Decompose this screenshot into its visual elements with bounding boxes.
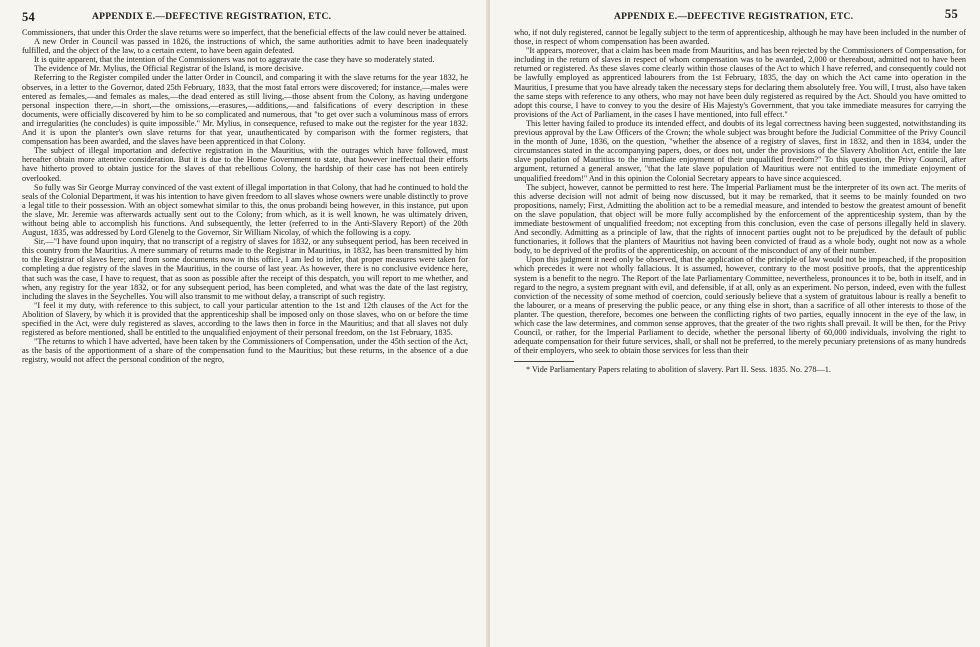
- paragraph: The subject of illegal importation and defective registration in the Mauritius, with the outrages which have followed, must hereafter obtain more attentive consideration. But it is due to the Home Government to state, that however ineffectual their efforts have hitherto proved to obtain justice for the slaves of that rebellious Colony, the hardship of their case has not been entirely overlooked.: [22, 146, 468, 183]
- footnote: * Vide Parliamentary Papers relating to abolition of slavery. Part II. Sess. 1835. No. 278—1.: [526, 365, 831, 375]
- paragraph: The evidence of Mr. Mylius, the Official Registrar of the Island, is more decisive.: [34, 64, 304, 74]
- page-body: [22, 28, 468, 364]
- paragraph: So fully was Sir George Murray convinced of the vast extent of illegal importation in that Colony, that had he continued to hold the seals of the Colonial Department, it was his intention to have given freedom to all slaves whose owners were unable distinctly to prove a legal title to their possession. With an object somewhat similar to this, the onus probandi being however, in this instance, put upon the slave, Mr. Jeremie was afterwards actually sent out to the Colony; from which, as it is well known, he was ultimately driven, without being able to accomplish his functions. And subsequently, the letter (referred to in the Anti-Slavery Report) of the 20th August, 1835, was addressed by Lord Glenelg to the Governor, Sir William Nicolay, of which the following is a copy.: [22, 182, 468, 238]
- paragraph: who, if not duly registered, cannot be legally subject to the term of apprenticeship, although he may have been included in the number of those, in respect of whom compensation has been awarded.: [514, 28, 966, 47]
- footnote-divider: [514, 361, 574, 362]
- paragraph: Referring to the Register compiled under the latter Order in Council, and comparing it with the slave returns for the year 1832, he observes, in a letter to the Governor, dated 25th February, 1833, that the most fatal errors were discovered; for instance,—males were entered as females,—and females as males,—the dead entered as still living,—those absent from the Colony, as having undergone personal inspection there,—in short,—the omissions,—erasures,—additions,—and falsifications of every description in these documents, were officially discovered by him to be so complicated and numerous, that "to get over such a voluminous mass of errors and irregularities (he concludes) is quite impossible." Mr. Mylius, in consequence, refused to make out the register for the year 1832. And it is upon the planter's own slave returns for that year, unauthenticated by comparison with the former registers, that compensation has been awarded, and the slaves have been apprenticed in that Colony.: [22, 73, 468, 147]
- page-number: 54: [22, 10, 36, 24]
- running-head: [22, 8, 468, 28]
- page-body: [514, 28, 966, 374]
- running-head: [514, 8, 966, 28]
- paragraph: The subject, however, cannot be permitted to rest here. The Imperial Parliament must be the interpreter of its own act. The merits of this adverse decision will not admit of being now discussed, but it may be remarked, that it seems to be mainly founded on two propositions, namely; First, Admitting the abolition act to be a remedial measure, and intended to bestow the greatest amount of benefit on the slave population, that object will be more fully accomplished by the enforcement of the apprenticeship system, than by the immediate bestowment of unqualified freedom; not excepting from this conclusion, even the case of persons illegally held in slavery. And secondly. Admitting as a principle of law, that the rights of innocent parties ought not to be prejudiced by the default of public functionaries, it follows that the planters of Mauritius not having been convicted of fraud as a whole body, ought not now as a whole body, to be deprived of the profits of the apprenticeship, on account of the misconduct of any of their number.: [514, 182, 966, 256]
- paragraph: "I feel it my duty, with reference to this subject, to call your particular attention to the 1st and 12th clauses of the Act for the Abolition of Slavery, by which it is provided that the apprenticeship shall be imposed only on those slaves, who on or before the time specified in the Act, were duly registered as slaves, according to the laws then in force in the Mauritius; and that all slaves not duly registered as before mentioned, shall be entitled to the unqualified enjoyment of their personal freedom, on the 1st February, 1835.: [22, 300, 468, 338]
- paragraph: Commissioners, that under this Order the slave returns were so imperfect, that the beneficial effects of the law could never be attained.: [22, 28, 467, 37]
- paragraph: Upon this judgment it need only be observed, that the application of the principle of law would not be impeached, if the proposition which precedes it were not wholly fallacious. It is assumed, however, contrary to the most positive proofs, that the apprenticeship system is a benefit to the negro. The Report of the late Parliamentary Committee, nevertheless, pronounces it to be, both in itself, and in regard to the negro, a system pregnant with evil, and defensible, if at all, only as an experiment. No person, indeed, even with the fullest conviction of the necessity of some method of coercion, could seriously believe that a system of gratuitous labour is really a benefit to the labourer, or a means of preserving the public peace, or any thing else in short, than a sacrifice of all other interests to those of the planter. The question, therefore, becomes one between the conflicting rights of two parties, equally innocent in the eye of the law, in which case the law determines, and common sense approves, that the greater of the two rights shall prevail. It will be then, for the Privy Council, or rather, for the Imperial Parliament to decide, whether the personal liberty of 60,000 individuals, involving the right to adequate compensation for their future services, shall, or shall not be preferred, to the merely pecuniary pretensions of as many hundreds of their employers, who seek to obtain those services for less than their: [514, 255, 966, 356]
- paragraph: A new Order in Council was passed in 1826, the instructions of which, the same authorities admit to have been inadequately fulfilled, and the object of the law, to a certain extent, to have been again defeated.: [22, 37, 468, 56]
- paragraph: Sir,—"I have found upon inquiry, that no transcript of a registry of slaves for 1832, or any subsequent period, has been received in this country from the Mauritius. A mere summary of returns made to the Registrar in Mauritius, in 1832, has been transmitted by him to the Registrar of slaves here; and from some documents now in this office, I am led to infer, that proper measures were taken for completing a due registry of the slaves in the Mauritius, in the course of last year. As however, there is no conclusive evidence here, that such was the case, I have to request, that as soon as possible after the receipt of this despatch, you will report to me whether, and when, any registry for the year 1832, or for any subsequent period, has been completed, and what was the date of the last registry, including the slaves in the Seychelles. You will also transmit to me without delay, a transcript of such registry.: [22, 237, 468, 301]
- running-header-title: APPENDIX E.—DEFECTIVE REGISTRATION, ETC.: [614, 12, 854, 22]
- paragraph: "It appears, moreover, that a claim has been made from Mauritius, and has been rejected by the Commissioners of Compensation, for including in the return of slaves in respect of whom compensation was to be awarded, 2,000 or thereabout, admitted not to have been returned or registered. As these slaves come clearly within those clauses of the Act to which I have referred, and consequently could not be lawfully employed as apprenticed labourers from the 1st February, 1835, the day on which the Act came into operation in the Mauritius, I presume that you have already taken the necessary steps for declaring them absolutely free. You will, I trust, also have taken the same steps with reference to any others, who may not have been duly registered as required by the Act. Should you have omitted to adopt this course, I have to convey to you the desire of His Majesty's Government, that you take immediate measures for carrying the provisions of the Act of Parliament, in the cases I have mentioned, into full effect.": [514, 46, 966, 119]
- right-page: [490, 0, 980, 647]
- paragraph: "The returns to which I have adverted, have been taken by the Commissioners of Compensation, under the 45th section of the Act, as the basis of the apportionment of a share of the compensation fund to the Mauritius; but these returns, in the absence of a due registry, would not affect the personal condition of the negro,: [22, 337, 468, 365]
- paragraph: This letter having failed to produce its intended effect, and doubts of its legal correctness having been suggested, notwithstanding its previous approval by the Law Officers of the Crown; the whole subject was brought before the Judicial Committee of the Privy Council in the month of June, 1836, on the question, "whether the absence of a registry of slaves, first in 1832, and then in 1834, under the circumstances stated in the accompanying papers, does, or does not, under the provisions of the Slavery Abolition Act, entitle the late slave population of Mauritius to the immediate enjoyment of their unqualified freedom?" To this question, the Privy Council, after argument, returned a general answer, "that the late slave population of Mauritius were not entitled to the immediate enjoyment of unqualified freedom!" And in this opinion the Colonial Secretary appears to have since acquiesced.: [514, 118, 966, 183]
- running-header-title: APPENDIX E.—DEFECTIVE REGISTRATION, ETC.: [92, 12, 332, 22]
- paragraph: It is quite apparent, that the intention of the Commissioners was not to aggravate the case they have so moderately stated.: [34, 55, 435, 65]
- page-number: 55: [944, 7, 958, 21]
